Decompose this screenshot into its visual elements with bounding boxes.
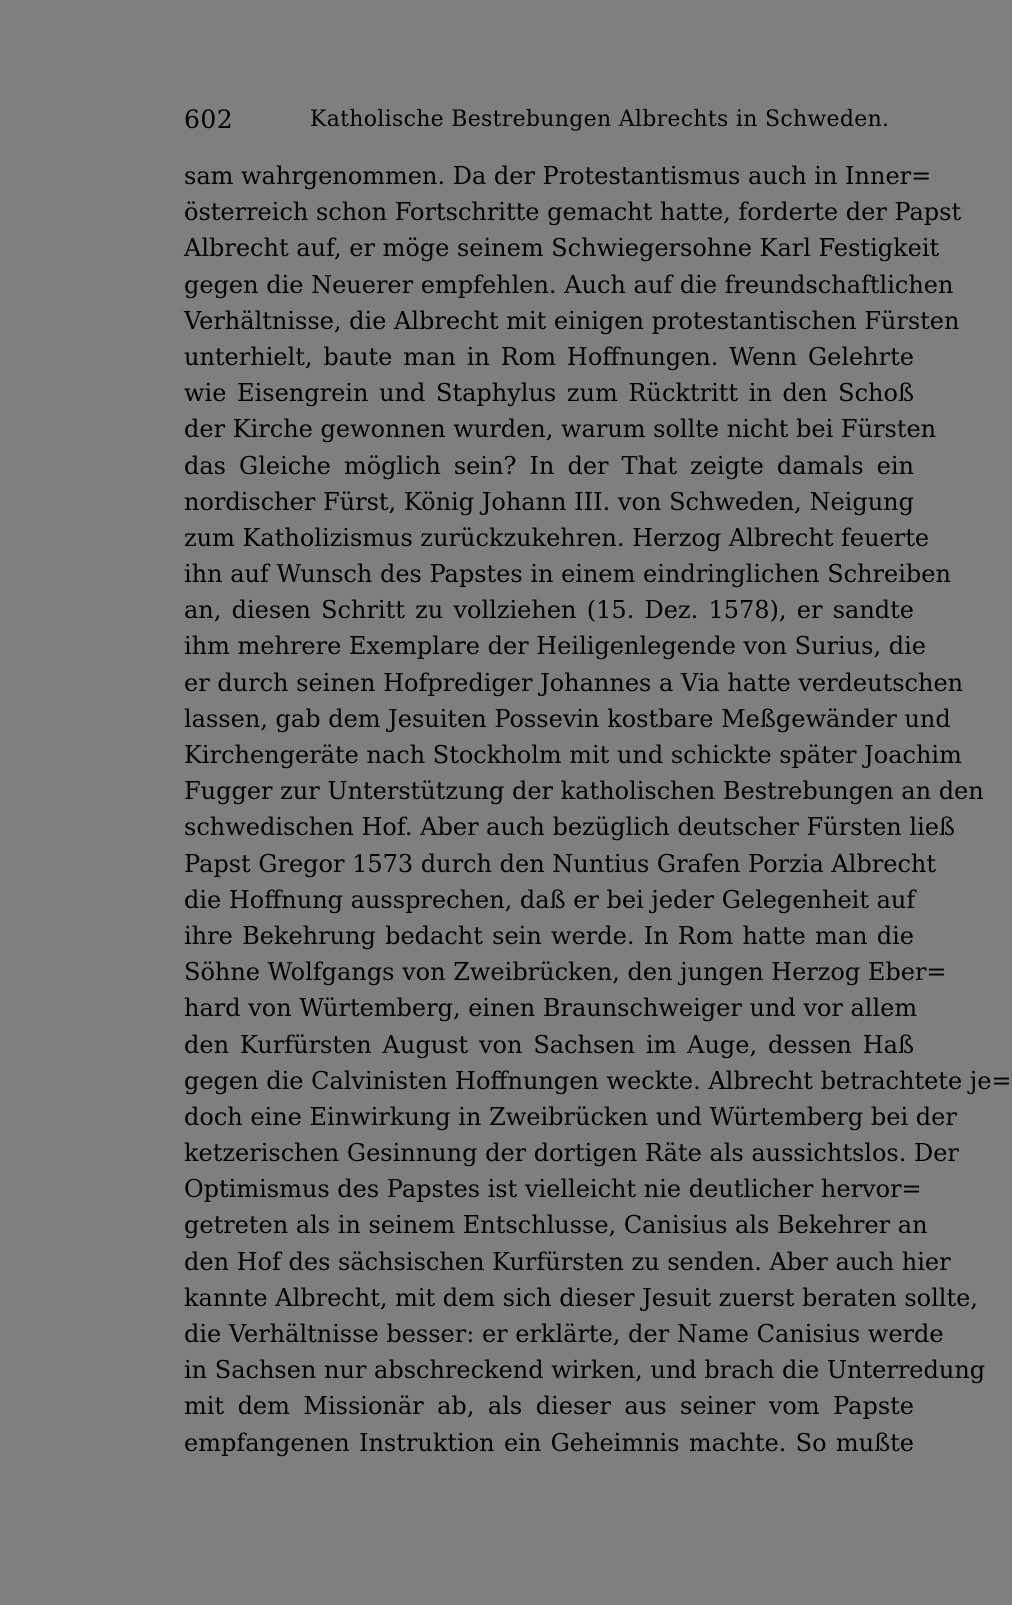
text-line-16: lassen, gab dem Jesuiten Possevin kostbare Meßgewänder und [184, 704, 951, 733]
text-line-4: gegen die Neuerer empfehlen. Auch auf die freundschaftlichen [184, 270, 954, 299]
running-head: Katholische Bestrebungen Albrechts in Schweden. [310, 107, 890, 132]
text-line-9: das Gleiche möglich sein? In der That zeigte damals ein [184, 451, 914, 480]
text-line-35: mit dem Missionär ab, als dieser aus seiner vom Papste [184, 1392, 914, 1421]
text-line-32: kannte Albrecht, mit dem sich dieser Jesuit zuerst beraten sollte, [184, 1283, 978, 1312]
text-line-13: an, diesen Schritt zu vollziehen (15. Dez. 1578), er sandte [184, 596, 914, 625]
text-line-30: getreten als in seinem Entschlusse, Canisius als Bekehrer an [184, 1211, 928, 1240]
text-line-17: Kirchengeräte nach Stockholm mit und schickte später Joachim [184, 741, 962, 769]
page-number: 602 [184, 105, 234, 134]
text-line-10: nordischer Fürst, König Johann III. von Schweden, Neigung [184, 487, 914, 516]
text-line-5: Verhältnisse, die Albrecht mit einigen protestantischen Fürsten [184, 306, 960, 335]
text-line-28: ketzerischen Gesinnung der dortigen Räte als aussichtslos. Der [184, 1139, 959, 1168]
text-line-1: sam wahrgenommen. Da der Protestantismus auch in Inner= [184, 162, 932, 190]
text-line-26: gegen die Calvinisten Hoffnungen weckte. Albrecht betrachtete je= [184, 1066, 1012, 1095]
text-line-36: empfangenen Instruktion ein Geheimnis machte. So mußte [184, 1428, 914, 1457]
text-line-11: zum Katholizismus zurückzukehren. Herzog Albrecht feuerte [184, 523, 930, 552]
text-line-34: in Sachsen nur abschreckend wirken, und brach die Unterredung [184, 1356, 986, 1385]
text-line-19: schwedischen Hof. Aber auch bezüglich deutscher Fürsten ließ [184, 813, 955, 842]
page-header [184, 103, 914, 137]
text-line-25: den Kurfürsten August von Sachsen im Auge, dessen Haß [184, 1030, 914, 1059]
text-line-6: unterhielt, baute man in Rom Hoffnungen. Wenn Gelehrte [184, 342, 914, 371]
text-line-12: ihn auf Wunsch des Papstes in einem eindringlichen Schreiben [184, 560, 951, 589]
text-line-29: Optimismus des Papstes ist vielleicht nie deutlicher hervor= [184, 1175, 922, 1204]
text-line-27: doch eine Einwirkung in Zweibrücken und Würtemberg bei der [184, 1102, 957, 1131]
text-line-21: die Hoffnung aussprechen, daß er bei jeder Gelegenheit auf [184, 885, 916, 914]
text-line-24: hard von Würtemberg, einen Braunschweiger und vor allem [184, 994, 918, 1023]
text-line-8: der Kirche gewonnen wurden, warum sollte nicht bei Fürsten [184, 415, 937, 444]
text-line-33: die Verhältnisse besser: er erklärte, der Name Canisius werde [184, 1320, 944, 1348]
text-line-2: österreich schon Fortschritte gemacht hatte, forderte der Papst [184, 198, 962, 227]
text-line-22: ihre Bekehrung bedacht sein werde. In Rom hatte man die [184, 921, 914, 950]
text-line-18: Fugger zur Unterstützung der katholischen Bestrebungen an den [184, 777, 984, 806]
body-text [184, 158, 1012, 1461]
text-line-3: Albrecht auf, er möge seinem Schwiegersohne Karl Festigkeit [184, 234, 940, 263]
text-line-23: Söhne Wolfgangs von Zweibrücken, den jungen Herzog Eber= [184, 958, 947, 987]
text-line-20: Papst Gregor 1573 durch den Nuntius Grafen Porzia Albrecht [184, 849, 936, 878]
text-line-15: er durch seinen Hofprediger Johannes a Via hatte verdeutschen [184, 668, 964, 697]
text-line-7: wie Eisengrein und Staphylus zum Rücktritt in den Schoß [184, 379, 914, 408]
text-line-31: den Hof des sächsischen Kurfürsten zu senden. Aber auch hier [184, 1247, 951, 1276]
text-line-14: ihm mehrere Exemplare der Heiligenlegende von Surius, die [184, 632, 926, 661]
